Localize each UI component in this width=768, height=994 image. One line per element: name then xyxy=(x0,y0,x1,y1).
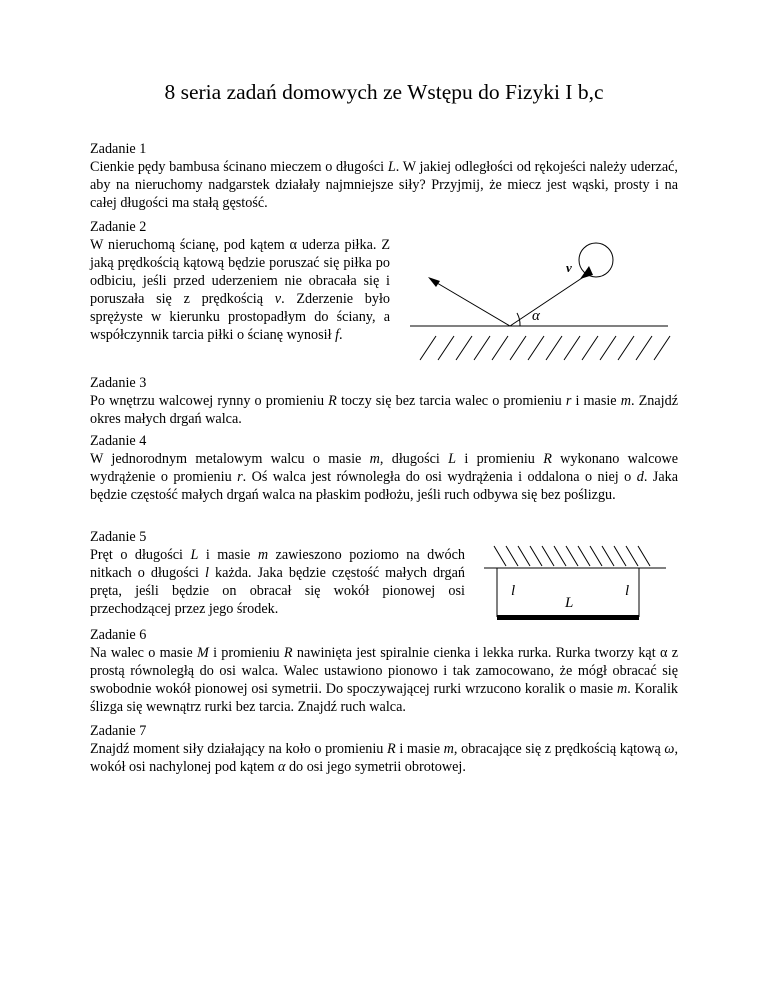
task-4 xyxy=(90,432,678,504)
task-text: W nieruchomą ścianę, pod kątem α uderza piłka. Z jaką prędkością kątową będzie poruszać się piłka po odbiciu, jeśli przed uderzeniem nie obracała się i poruszała się z prędkością v. Zderzenie było sprężyste w kierunku prostopadłym do ściany, a współczynnik tarcia piłki o ścianę wynosił f. xyxy=(90,237,390,343)
ceiling-hatching xyxy=(494,546,650,566)
rod-label: L xyxy=(565,595,574,611)
task-2 xyxy=(90,218,390,344)
page-title: 8 seria zadań domowych ze Wstępu do Fizyki I b,c xyxy=(164,80,604,104)
task-text: Znajdź moment siły działający na koło o promieniu R i masie m, obracające się z prędkością kątową ω, wokół osi nachylonej pod kątem α do osi jego symetrii obrotowej. xyxy=(90,741,678,775)
reflected-path xyxy=(432,280,510,326)
task-text: Na walec o masie M i promieniu R nawinięta jest spiralnie cienka i lekka rurka. Rurka tworzy kąt α z prostą równoległą do osi walca. Walec ustawiono pionowo i tak zamocowano, że mógł obracać się swobodnie wokół pionowej osi symetrii. Do spoczywającej rurki wrzucono koralik o masie m. Koralik ślizga się wewnątrz rurki bez tarcia. Znajdź ruch walca. xyxy=(90,645,678,715)
task-text: Pręt o długości L i masie m zawieszono poziomo na dwóch nitkach o długości l każda. Jaka będzie częstość małych drgań pręta, jeśli będzie on obracał się wokół pionowej osi przechodzącej przez jego środek. xyxy=(90,547,465,617)
incoming-arrowhead xyxy=(580,266,593,279)
thread-label-right: l xyxy=(625,583,630,599)
ball xyxy=(579,243,613,277)
task-label: Zadanie 5 xyxy=(90,529,147,545)
angle-arc xyxy=(517,313,520,326)
task-text: Cienkie pędy bambusa ścinano mieczem o długości L. W jakiej odległości od rękojeści należy uderzać, aby na nieruchomy nadgarstek działały najmniejsze siły? Przyjmij, że miecz jest wąski, prosty i na całej długości ma stałą gęstość. xyxy=(90,159,678,211)
wall-hatching xyxy=(420,336,670,360)
incoming-velocity-arrow xyxy=(510,272,591,326)
task-text: W jednorodnym metalowym walcu o masie m, długości L i promieniu R wykonano walcowe wydrążenie o promieniu r. Oś walca jest równoległa do osi wydrążenia i oddalona o niej o d. Jaka będzie częstość małych drgań walca na płaskim podłożu, jeśli ruch odbywa się bez poślizgu. xyxy=(90,451,679,503)
task-label: Zadanie 7 xyxy=(90,723,147,739)
task-1 xyxy=(90,140,678,212)
ball-wall-figure xyxy=(400,240,670,370)
angle-label: α xyxy=(532,308,540,324)
task-6 xyxy=(90,626,678,716)
task-label: Zadanie 6 xyxy=(90,627,147,643)
task-label: Zadanie 2 xyxy=(90,219,147,235)
task-label: Zadanie 1 xyxy=(90,141,147,157)
task-7 xyxy=(90,722,678,776)
task-label: Zadanie 3 xyxy=(90,375,147,391)
thread-label-left: l xyxy=(511,583,516,599)
rod-suspension-figure xyxy=(480,540,670,622)
task-label: Zadanie 4 xyxy=(90,433,147,449)
task-5 xyxy=(90,528,465,618)
task-text: Po wnętrzu walcowej rynny o promieniu R toczy się bez tarcia walec o promieniu r i masie m. Znajdź okres małych drgań walca. xyxy=(90,393,678,427)
reflected-arrowhead xyxy=(428,277,440,287)
rod xyxy=(497,615,639,620)
task-3 xyxy=(90,374,678,428)
velocity-label: v xyxy=(566,260,572,275)
